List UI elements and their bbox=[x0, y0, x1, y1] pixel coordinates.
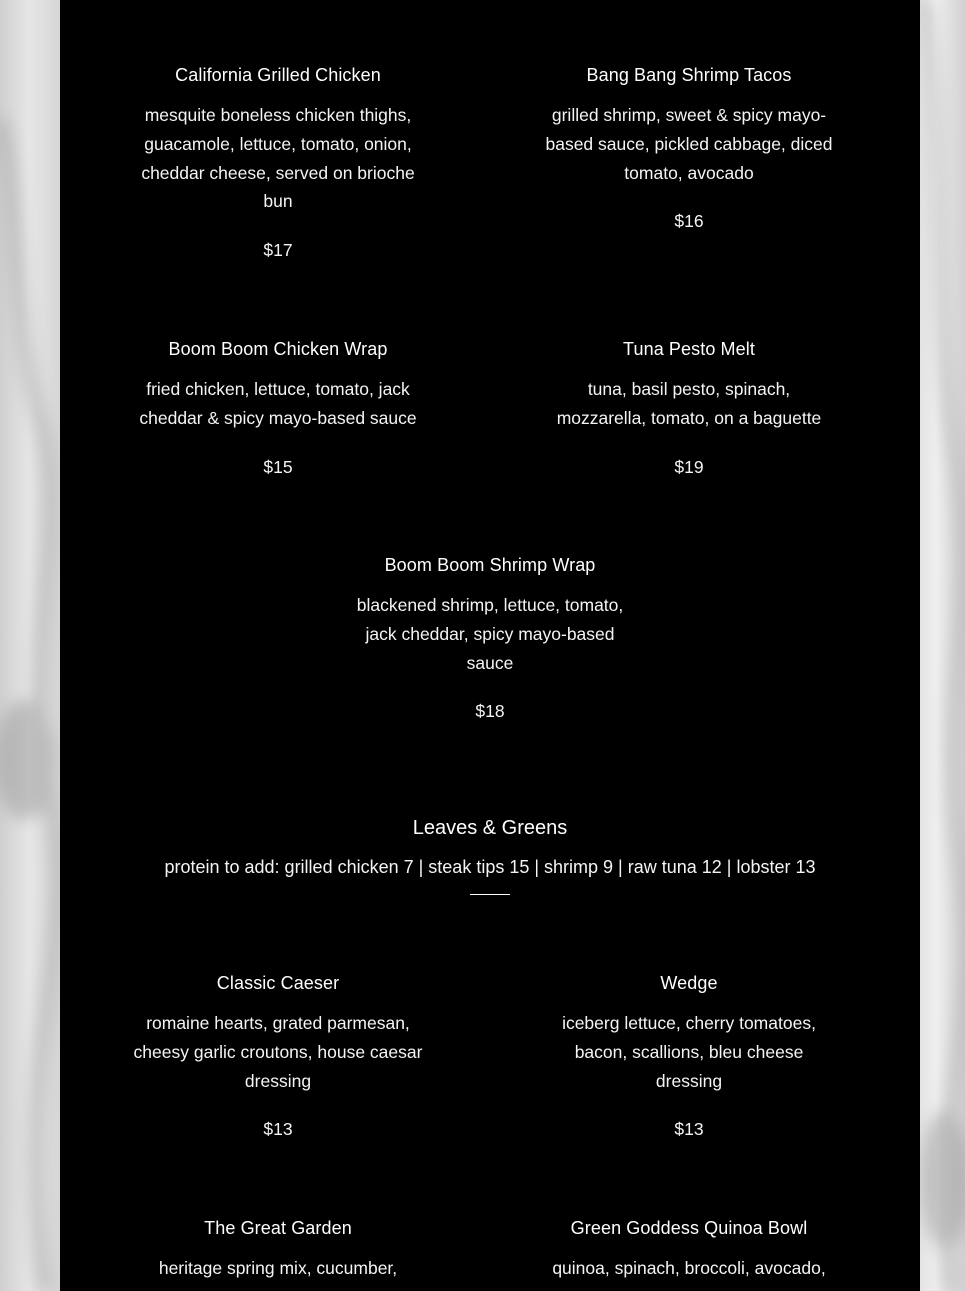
menu-item bbox=[128, 971, 428, 1141]
item-description: tuna, basil pesto, spinach, mozzarella, tomato, on a baguette bbox=[556, 379, 822, 428]
item-name: The Great Garden bbox=[204, 1218, 352, 1238]
menu-item bbox=[543, 337, 835, 479]
item-description: heritage spring mix, cucumber, bbox=[158, 1258, 398, 1278]
menu-item bbox=[128, 337, 428, 479]
menu-item bbox=[538, 1216, 840, 1283]
item-name: Green Goddess Quinoa Bowl bbox=[570, 1218, 808, 1238]
item-description: mesquite boneless chicken thighs, guacamole, lettuce, tomato, onion, cheddar cheese, served on brioche bun bbox=[141, 105, 415, 212]
item-price: $13 bbox=[674, 1119, 704, 1140]
menu-item bbox=[538, 63, 840, 233]
item-description: grilled shrimp, sweet & spicy mayo-based sauce, pickled cabbage, diced tomato, avocado bbox=[545, 105, 833, 183]
item-price: $18 bbox=[475, 701, 505, 722]
menu-item bbox=[345, 553, 635, 723]
item-description: quinoa, spinach, broccoli, avocado, bbox=[552, 1258, 826, 1278]
menu-item bbox=[128, 63, 428, 262]
item-name: Tuna Pesto Melt bbox=[623, 339, 755, 359]
section-title: Leaves & Greens bbox=[412, 817, 568, 839]
item-price: $19 bbox=[674, 456, 704, 477]
item-name: Boom Boom Shrimp Wrap bbox=[384, 555, 596, 575]
menu-item bbox=[128, 1216, 428, 1283]
item-name: California Grilled Chicken bbox=[175, 65, 381, 85]
item-name: Boom Boom Chicken Wrap bbox=[168, 339, 388, 359]
item-name: Classic Caeser bbox=[216, 973, 340, 993]
item-price: $17 bbox=[263, 240, 293, 261]
item-price: $13 bbox=[263, 1119, 293, 1140]
item-price: $15 bbox=[263, 456, 293, 477]
section-note: protein to add: grilled chicken 7 | steak tips 15 | shrimp 9 | raw tuna 12 | lobster 13 bbox=[164, 857, 816, 877]
menu-item bbox=[550, 971, 828, 1141]
item-description: blackened shrimp, lettuce, tomato, jack cheddar, spicy mayo-based sauce bbox=[356, 595, 624, 673]
item-name: Wedge bbox=[660, 973, 718, 993]
item-description: romaine hearts, grated parmesan, cheesy garlic croutons, house caesar dressing bbox=[133, 1013, 423, 1091]
section-divider bbox=[470, 894, 510, 895]
item-price: $16 bbox=[674, 211, 704, 232]
item-description: fried chicken, lettuce, tomato, jack cheddar & spicy mayo-based sauce bbox=[139, 379, 417, 428]
item-description: iceberg lettuce, cherry tomatoes, bacon, scallions, bleu cheese dressing bbox=[562, 1013, 816, 1091]
item-name: Bang Bang Shrimp Tacos bbox=[586, 65, 792, 85]
